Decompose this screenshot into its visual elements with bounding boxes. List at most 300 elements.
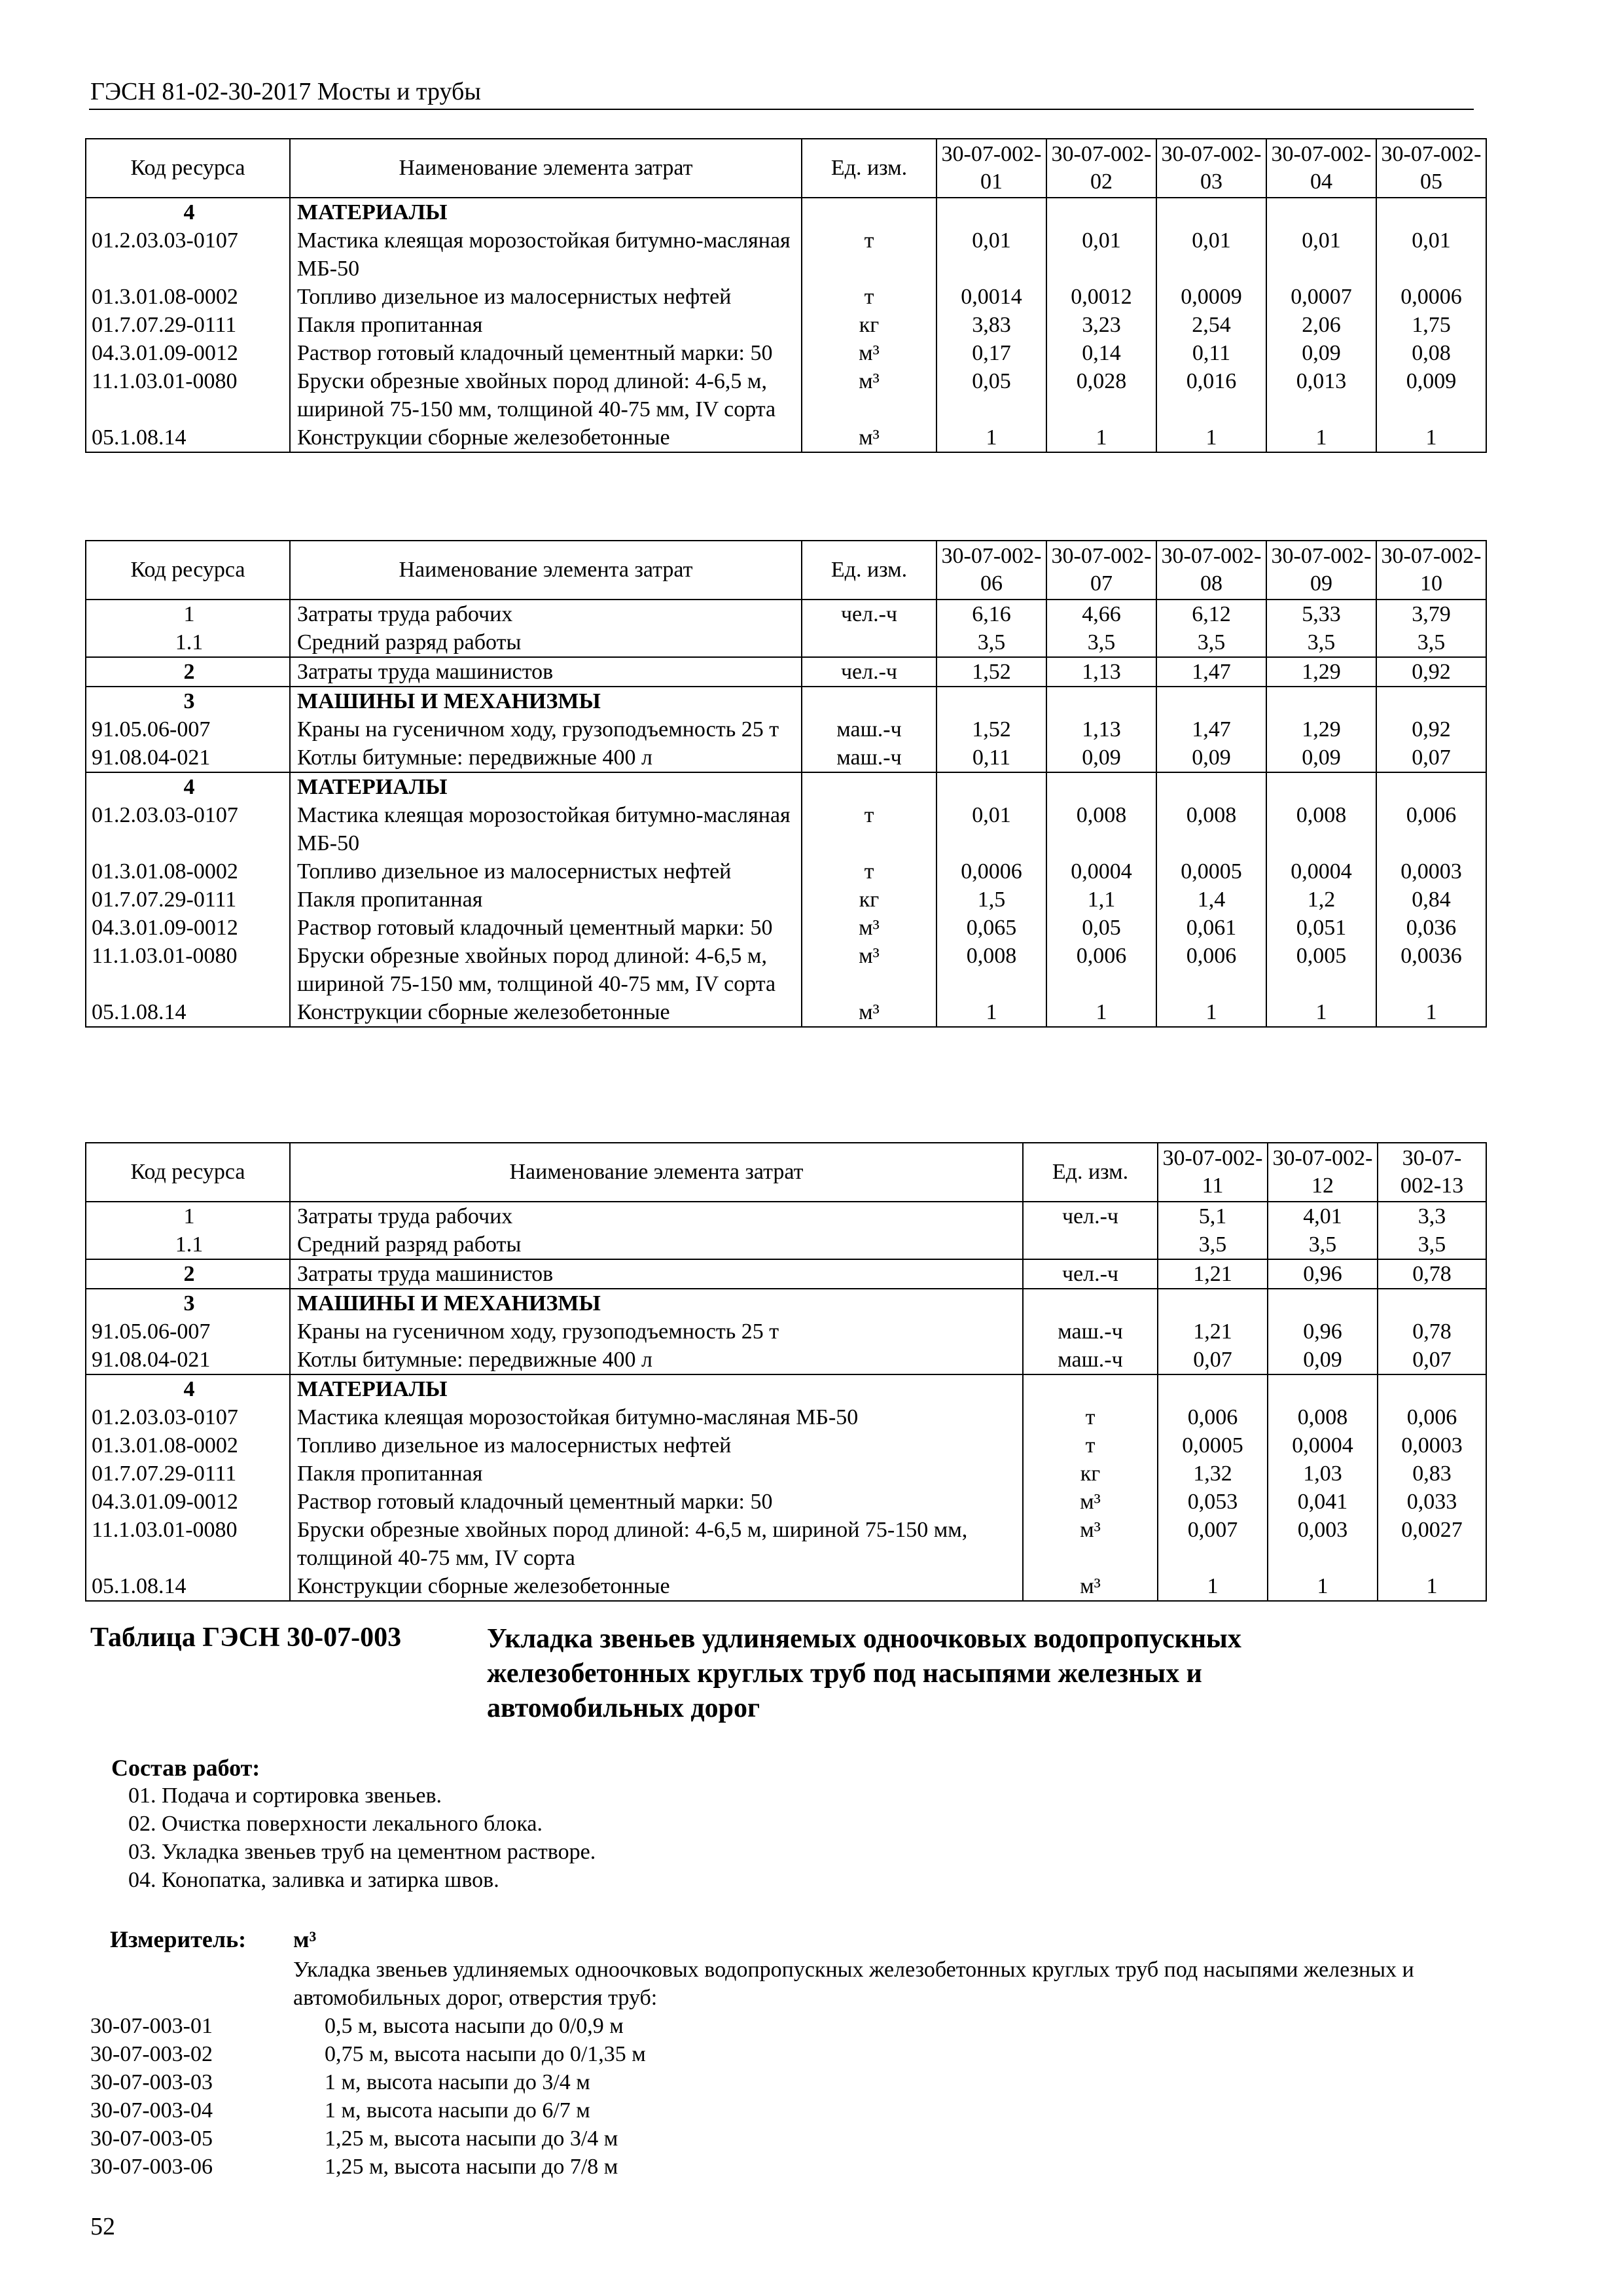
- cell-unit: кг: [802, 311, 936, 339]
- works-item: 03. Укладка звеньев труб на цементном растворе.: [128, 1840, 596, 1864]
- cell-value: 0,006: [1378, 1403, 1486, 1431]
- header-name: Наименование элемента затрат: [290, 1143, 1023, 1202]
- meter-description: Укладка звеньев удлиняемых одноочковых водопропускных железобетонных круглых труб под насыпями железных и автомобильных дорог, отверстия труб:: [293, 1958, 1414, 2010]
- section-row: [86, 687, 1486, 715]
- cell-value: 1: [936, 423, 1046, 452]
- table-row: [86, 1259, 1486, 1289]
- header-norm-code: 30-07-002-12: [1268, 1143, 1378, 1202]
- header-norm-code: 30-07-002-11: [1158, 1143, 1268, 1202]
- cell-unit: [802, 198, 936, 226]
- cell-value: 1,4: [1156, 886, 1266, 914]
- table-row: [86, 600, 1486, 628]
- norm-item: [90, 2125, 646, 2153]
- table-row: [86, 226, 1486, 283]
- header-code: Код ресурса: [86, 1143, 290, 1202]
- cell-value: 0,01: [936, 226, 1046, 283]
- cell-name: Мастика клеящая морозостойкая битумно-масляная МБ-50: [290, 226, 802, 283]
- cell-value: 3,83: [936, 311, 1046, 339]
- cell-value: 0,01: [1156, 226, 1266, 283]
- cell-code: 01.7.07.29-0111: [86, 1460, 290, 1488]
- cell-name: Конструкции сборные железобетонные: [290, 423, 802, 452]
- cell-value: 4,66: [1046, 600, 1156, 628]
- cell-value: 0,006: [1046, 942, 1156, 998]
- header-norm-code: 30-07-002-02: [1046, 139, 1156, 198]
- table-row: [86, 1488, 1486, 1516]
- cell-value: 0,07: [1378, 1346, 1486, 1374]
- cell-code: 01.3.01.08-0002: [86, 283, 290, 311]
- cell-value: 1,75: [1376, 311, 1486, 339]
- page-number: 52: [90, 2213, 115, 2240]
- cell-value: 0,96: [1268, 1318, 1378, 1346]
- cell-value: 0,05: [936, 367, 1046, 423]
- cell-value: 0,14: [1046, 339, 1156, 367]
- cell-name: Конструкции сборные железобетонные: [290, 998, 802, 1027]
- cell-value: 0,005: [1266, 942, 1376, 998]
- table-row: [86, 339, 1486, 367]
- cell-value: [1156, 772, 1266, 801]
- cell-value: [1376, 687, 1486, 715]
- cell-code: 11.1.03.01-0080: [86, 942, 290, 998]
- cell-value: 0,78: [1378, 1318, 1486, 1346]
- table-row: [86, 744, 1486, 772]
- cell-value: 1,47: [1156, 715, 1266, 744]
- norm-item-text: 0,5 м, высота насыпи до 0/0,9 м: [325, 2014, 624, 2038]
- works-list: [128, 1782, 596, 1894]
- header-unit: Ед. изм.: [802, 139, 936, 198]
- cell-unit: т: [1023, 1431, 1158, 1460]
- table-row: [86, 1346, 1486, 1374]
- cell-unit: т: [802, 857, 936, 886]
- cell-value: 0,17: [936, 339, 1046, 367]
- cell-value: 0,0012: [1046, 283, 1156, 311]
- cell-value: 1: [1046, 423, 1156, 452]
- cell-unit: м³: [802, 942, 936, 998]
- table-row: [86, 1230, 1486, 1259]
- cell-value: 1,52: [936, 715, 1046, 744]
- cell-value: 0,053: [1158, 1488, 1268, 1516]
- cell-value: 2,54: [1156, 311, 1266, 339]
- cell-value: 3,5: [1158, 1230, 1268, 1259]
- cell-value: 1,13: [1046, 657, 1156, 687]
- table-row: [86, 715, 1486, 744]
- cell-unit: кг: [802, 886, 936, 914]
- cell-name: Топливо дизельное из малосернистых нефтей: [290, 1431, 1023, 1460]
- cell-code: 1: [86, 1202, 290, 1230]
- cell-value: 0,09: [1046, 744, 1156, 772]
- cell-value: 0,008: [1046, 801, 1156, 857]
- cell-value: [1266, 198, 1376, 226]
- cell-unit: маш.-ч: [802, 744, 936, 772]
- cell-value: 0,028: [1046, 367, 1156, 423]
- cell-unit: [802, 687, 936, 715]
- cell-value: 0,0007: [1266, 283, 1376, 311]
- cell-code: 4: [86, 772, 290, 801]
- cell-name: Затраты труда машинистов: [290, 1259, 1023, 1289]
- cell-value: [1158, 1289, 1268, 1318]
- cell-value: [1376, 198, 1486, 226]
- cell-value: 0,065: [936, 914, 1046, 942]
- cell-value: 0,008: [1266, 801, 1376, 857]
- resource-table-1: [85, 138, 1487, 453]
- cell-value: 3,5: [1376, 628, 1486, 657]
- table-row: [86, 801, 1486, 857]
- cell-name: Затраты труда рабочих: [290, 600, 802, 628]
- cell-code: 1: [86, 600, 290, 628]
- norm-item-code: 30-07-003-03: [90, 2070, 213, 2094]
- table-header-row: [86, 1143, 1486, 1202]
- cell-value: 1: [1376, 998, 1486, 1027]
- table-header-row: [86, 139, 1486, 198]
- resource-table-3: [85, 1142, 1487, 1602]
- cell-value: 1,13: [1046, 715, 1156, 744]
- cell-name: Краны на гусеничном ходу, грузоподъемность 25 т: [290, 1318, 1023, 1346]
- cell-unit: т: [802, 801, 936, 857]
- cell-name: Бруски обрезные хвойных пород длиной: 4-6,5 м, шириной 75-150 мм, толщиной 40-75 мм, IV сорта: [290, 367, 802, 423]
- table-row: [86, 283, 1486, 311]
- cell-code: 05.1.08.14: [86, 998, 290, 1027]
- norm-item-text: 1 м, высота насыпи до 3/4 м: [325, 2070, 590, 2094]
- cell-value: 0,84: [1376, 886, 1486, 914]
- cell-value: 0,08: [1376, 339, 1486, 367]
- cell-code: 05.1.08.14: [86, 423, 290, 452]
- header-code: Код ресурса: [86, 541, 290, 600]
- cell-value: 0,041: [1268, 1488, 1378, 1516]
- cell-value: [1046, 687, 1156, 715]
- cell-name: Пакля пропитанная: [290, 1460, 1023, 1488]
- cell-value: 0,036: [1376, 914, 1486, 942]
- header-norm-code: 30-07-002-13: [1378, 1143, 1486, 1202]
- cell-value: 3,23: [1046, 311, 1156, 339]
- cell-value: 3,5: [1268, 1230, 1378, 1259]
- cell-value: 0,007: [1158, 1516, 1268, 1572]
- cell-unit: т: [802, 226, 936, 283]
- cell-code: 01.7.07.29-0111: [86, 311, 290, 339]
- section-row: [86, 1289, 1486, 1318]
- norm-item-code: 30-07-003-05: [90, 2126, 213, 2151]
- cell-code: 01.7.07.29-0111: [86, 886, 290, 914]
- cell-value: [1378, 1289, 1486, 1318]
- cell-code: 2: [86, 1259, 290, 1289]
- cell-name: Затраты труда рабочих: [290, 1202, 1023, 1230]
- cell-value: 1: [1268, 1572, 1378, 1601]
- cell-value: 0,061: [1156, 914, 1266, 942]
- cell-code: 91.08.04-021: [86, 1346, 290, 1374]
- table-row: [86, 311, 1486, 339]
- cell-value: 0,0014: [936, 283, 1046, 311]
- header-rule: [89, 109, 1474, 110]
- cell-unit: маш.-ч: [802, 715, 936, 744]
- cell-value: 0,0004: [1268, 1431, 1378, 1460]
- works-item: 01. Подача и сортировка звеньев.: [128, 1784, 442, 1808]
- cell-name: Средний разряд работы: [290, 628, 802, 657]
- cell-value: 1,47: [1156, 657, 1266, 687]
- cell-name: Затраты труда машинистов: [290, 657, 802, 687]
- cell-name: Топливо дизельное из малосернистых нефтей: [290, 283, 802, 311]
- table-row: [86, 657, 1486, 687]
- cell-value: [936, 198, 1046, 226]
- table-row: [86, 628, 1486, 657]
- cell-code: 01.2.03.03-0107: [86, 801, 290, 857]
- table-row: [86, 367, 1486, 423]
- works-heading: Состав работ:: [111, 1755, 260, 1781]
- cell-name: Раствор готовый кладочный цементный марки: 50: [290, 339, 802, 367]
- cell-value: 0,07: [1158, 1346, 1268, 1374]
- running-header: ГЭСН 81-02-30-2017 Мосты и трубы: [90, 78, 481, 105]
- cell-value: 3,5: [1156, 628, 1266, 657]
- cell-name: Пакля пропитанная: [290, 886, 802, 914]
- cell-value: 0,008: [1156, 801, 1266, 857]
- cell-value: 1,2: [1266, 886, 1376, 914]
- norm-item: [90, 2153, 646, 2181]
- norm-item-text: 1,25 м, высота насыпи до 3/4 м: [325, 2126, 618, 2151]
- norm-items-list: [90, 2012, 646, 2181]
- cell-value: 1,21: [1158, 1318, 1268, 1346]
- cell-code: 3: [86, 1289, 290, 1318]
- cell-value: 1: [1156, 423, 1266, 452]
- header-unit: Ед. изм.: [802, 541, 936, 600]
- cell-value: 1,5: [936, 886, 1046, 914]
- cell-value: 0,0003: [1378, 1431, 1486, 1460]
- cell-value: 0,83: [1378, 1460, 1486, 1488]
- cell-value: 3,5: [1378, 1230, 1486, 1259]
- cell-unit: м³: [1023, 1572, 1158, 1601]
- cell-value: 0,0036: [1376, 942, 1486, 998]
- cell-code: 04.3.01.09-0012: [86, 914, 290, 942]
- cell-value: [1156, 198, 1266, 226]
- cell-value: 1,52: [936, 657, 1046, 687]
- cell-value: [1378, 1374, 1486, 1403]
- cell-value: 3,5: [1266, 628, 1376, 657]
- norm-item-code: 30-07-003-04: [90, 2098, 213, 2123]
- cell-value: 0,01: [1266, 226, 1376, 283]
- cell-value: 3,5: [1046, 628, 1156, 657]
- header-norm-code: 30-07-002-06: [936, 541, 1046, 600]
- cell-value: [1046, 198, 1156, 226]
- cell-value: [1376, 772, 1486, 801]
- cell-value: 0,05: [1046, 914, 1156, 942]
- cell-value: 0,0027: [1378, 1516, 1486, 1572]
- cell-unit: маш.-ч: [1023, 1318, 1158, 1346]
- table-row: [86, 1516, 1486, 1572]
- header-unit: Ед. изм.: [1023, 1143, 1158, 1202]
- cell-name: Бруски обрезные хвойных пород длиной: 4-6,5 м, шириной 75-150 мм, толщиной 40-75 мм, IV сорта: [290, 1516, 1023, 1572]
- cell-code: 01.3.01.08-0002: [86, 1431, 290, 1460]
- cell-code: 01.2.03.03-0107: [86, 226, 290, 283]
- cell-name: МАШИНЫ И МЕХАНИЗМЫ: [290, 687, 802, 715]
- table-row: [86, 1318, 1486, 1346]
- norm-item: [90, 2096, 646, 2125]
- cell-value: 1,29: [1266, 657, 1376, 687]
- cell-code: 01.3.01.08-0002: [86, 857, 290, 886]
- cell-value: 0,92: [1376, 715, 1486, 744]
- cell-code: 4: [86, 1374, 290, 1403]
- section-row: [86, 772, 1486, 801]
- cell-name: Мастика клеящая морозостойкая битумно-масляная МБ-50: [290, 801, 802, 857]
- header-norm-code: 30-07-002-05: [1376, 139, 1486, 198]
- cell-value: 0,01: [1046, 226, 1156, 283]
- cell-value: 0,11: [1156, 339, 1266, 367]
- cell-value: 1: [1378, 1572, 1486, 1601]
- cell-unit: чел.-ч: [1023, 1259, 1158, 1289]
- header-norm-code: 30-07-002-04: [1266, 139, 1376, 198]
- table-header-row: [86, 541, 1486, 600]
- cell-unit: [1023, 1289, 1158, 1318]
- cell-value: 0,0006: [1376, 283, 1486, 311]
- table-label: Таблица ГЭСН 30-07-003: [90, 1623, 402, 1653]
- cell-code: 04.3.01.09-0012: [86, 339, 290, 367]
- header-code: Код ресурса: [86, 139, 290, 198]
- cell-name: Средний разряд работы: [290, 1230, 1023, 1259]
- cell-value: [1268, 1289, 1378, 1318]
- norm-item: [90, 2012, 646, 2040]
- norm-item: [90, 2068, 646, 2096]
- cell-code: 2: [86, 657, 290, 687]
- works-item: 04. Конопатка, заливка и затирка швов.: [128, 1868, 499, 1892]
- cell-value: 5,33: [1266, 600, 1376, 628]
- cell-value: 1,29: [1266, 715, 1376, 744]
- cell-value: 0,0009: [1156, 283, 1266, 311]
- cell-value: 0,0005: [1156, 857, 1266, 886]
- cell-unit: [1023, 1230, 1158, 1259]
- cell-value: 0,0006: [936, 857, 1046, 886]
- header-name: Наименование элемента затрат: [290, 139, 802, 198]
- cell-code: 91.05.06-007: [86, 715, 290, 744]
- cell-value: 5,1: [1158, 1202, 1268, 1230]
- cell-name: Конструкции сборные железобетонные: [290, 1572, 1023, 1601]
- works-item: 02. Очистка поверхности лекального блока.: [128, 1812, 543, 1836]
- header-norm-code: 30-07-002-07: [1046, 541, 1156, 600]
- cell-value: 0,09: [1156, 744, 1266, 772]
- table-title: Укладка звеньев удлиняемых одноочковых водопропускных железобетонных круглых труб под насыпями железных и автомобильных дорог: [487, 1624, 1241, 1723]
- cell-value: 1: [1266, 423, 1376, 452]
- header-name: Наименование элемента затрат: [290, 541, 802, 600]
- cell-value: 3,3: [1378, 1202, 1486, 1230]
- cell-name: МАШИНЫ И МЕХАНИЗМЫ: [290, 1289, 1023, 1318]
- header-norm-code: 30-07-002-09: [1266, 541, 1376, 600]
- cell-name: Бруски обрезные хвойных пород длиной: 4-6,5 м, шириной 75-150 мм, толщиной 40-75 мм, IV сорта: [290, 942, 802, 998]
- cell-value: 6,12: [1156, 600, 1266, 628]
- cell-value: 0,92: [1376, 657, 1486, 687]
- cell-value: 0,09: [1266, 744, 1376, 772]
- cell-unit: [1023, 1374, 1158, 1403]
- cell-value: [936, 772, 1046, 801]
- norm-item-code: 30-07-003-02: [90, 2042, 213, 2066]
- cell-unit: [802, 772, 936, 801]
- cell-code: 4: [86, 198, 290, 226]
- cell-code: 3: [86, 687, 290, 715]
- cell-value: 0,013: [1266, 367, 1376, 423]
- cell-value: 0,008: [936, 942, 1046, 998]
- header-norm-code: 30-07-002-10: [1376, 541, 1486, 600]
- cell-value: 1: [1266, 998, 1376, 1027]
- cell-name: Пакля пропитанная: [290, 311, 802, 339]
- cell-name: Раствор готовый кладочный цементный марки: 50: [290, 914, 802, 942]
- cell-code: 01.2.03.03-0107: [86, 1403, 290, 1431]
- table-row: [86, 1460, 1486, 1488]
- cell-code: 05.1.08.14: [86, 1572, 290, 1601]
- cell-value: 6,16: [936, 600, 1046, 628]
- cell-unit: м³: [1023, 1488, 1158, 1516]
- table-row: [86, 1403, 1486, 1431]
- resource-table-2: [85, 540, 1487, 1028]
- cell-unit: м³: [1023, 1516, 1158, 1572]
- cell-value: 0,07: [1376, 744, 1486, 772]
- header-norm-code: 30-07-002-08: [1156, 541, 1266, 600]
- meter-unit: м³: [293, 1926, 317, 1952]
- cell-unit: м³: [802, 914, 936, 942]
- cell-code: 91.08.04-021: [86, 744, 290, 772]
- header-norm-code: 30-07-002-01: [936, 139, 1046, 198]
- norm-item: [90, 2040, 646, 2068]
- cell-unit: м³: [802, 339, 936, 367]
- cell-value: [1266, 687, 1376, 715]
- meter-label: Измеритель:: [110, 1926, 247, 1952]
- cell-value: 4,01: [1268, 1202, 1378, 1230]
- cell-value: 3,79: [1376, 600, 1486, 628]
- cell-unit: маш.-ч: [1023, 1346, 1158, 1374]
- cell-value: 0,0004: [1046, 857, 1156, 886]
- cell-name: Топливо дизельное из малосернистых нефтей: [290, 857, 802, 886]
- cell-value: 0,008: [1268, 1403, 1378, 1431]
- norm-item-text: 1,25 м, высота насыпи до 7/8 м: [325, 2155, 618, 2179]
- table-row: [86, 423, 1486, 452]
- cell-value: 1: [1158, 1572, 1268, 1601]
- cell-value: 3,5: [936, 628, 1046, 657]
- cell-value: 0,006: [1158, 1403, 1268, 1431]
- cell-unit: кг: [1023, 1460, 1158, 1488]
- cell-name: Котлы битумные: передвижные 400 л: [290, 744, 802, 772]
- cell-value: 1,03: [1268, 1460, 1378, 1488]
- cell-value: 0,009: [1376, 367, 1486, 423]
- cell-value: 1: [1156, 998, 1266, 1027]
- cell-value: 0,01: [1376, 226, 1486, 283]
- cell-value: 1,32: [1158, 1460, 1268, 1488]
- cell-value: 1,21: [1158, 1259, 1268, 1289]
- cell-value: 0,09: [1268, 1346, 1378, 1374]
- cell-unit: м³: [802, 367, 936, 423]
- cell-value: 0,0005: [1158, 1431, 1268, 1460]
- cell-unit: м³: [802, 423, 936, 452]
- cell-name: МАТЕРИАЛЫ: [290, 198, 802, 226]
- norm-item-text: 0,75 м, высота насыпи до 0/1,35 м: [325, 2042, 646, 2066]
- cell-value: [1046, 772, 1156, 801]
- cell-unit: чел.-ч: [802, 657, 936, 687]
- cell-value: 1: [1376, 423, 1486, 452]
- cell-code: 1.1: [86, 1230, 290, 1259]
- cell-value: 0,0004: [1266, 857, 1376, 886]
- cell-value: 0,09: [1266, 339, 1376, 367]
- cell-unit: м³: [802, 998, 936, 1027]
- table-row: [86, 857, 1486, 886]
- cell-value: [936, 687, 1046, 715]
- cell-unit: [802, 628, 936, 657]
- cell-name: Котлы битумные: передвижные 400 л: [290, 1346, 1023, 1374]
- cell-code: 1.1: [86, 628, 290, 657]
- cell-value: 0,033: [1378, 1488, 1486, 1516]
- cell-value: [1158, 1374, 1268, 1403]
- cell-value: 0,11: [936, 744, 1046, 772]
- cell-value: 0,0003: [1376, 857, 1486, 886]
- cell-value: [1268, 1374, 1378, 1403]
- cell-value: 0,003: [1268, 1516, 1378, 1572]
- cell-value: 1: [1046, 998, 1156, 1027]
- cell-unit: чел.-ч: [802, 600, 936, 628]
- cell-code: 91.05.06-007: [86, 1318, 290, 1346]
- cell-unit: чел.-ч: [1023, 1202, 1158, 1230]
- cell-value: [1156, 687, 1266, 715]
- norm-item-code: 30-07-003-06: [90, 2155, 213, 2179]
- cell-name: МАТЕРИАЛЫ: [290, 772, 802, 801]
